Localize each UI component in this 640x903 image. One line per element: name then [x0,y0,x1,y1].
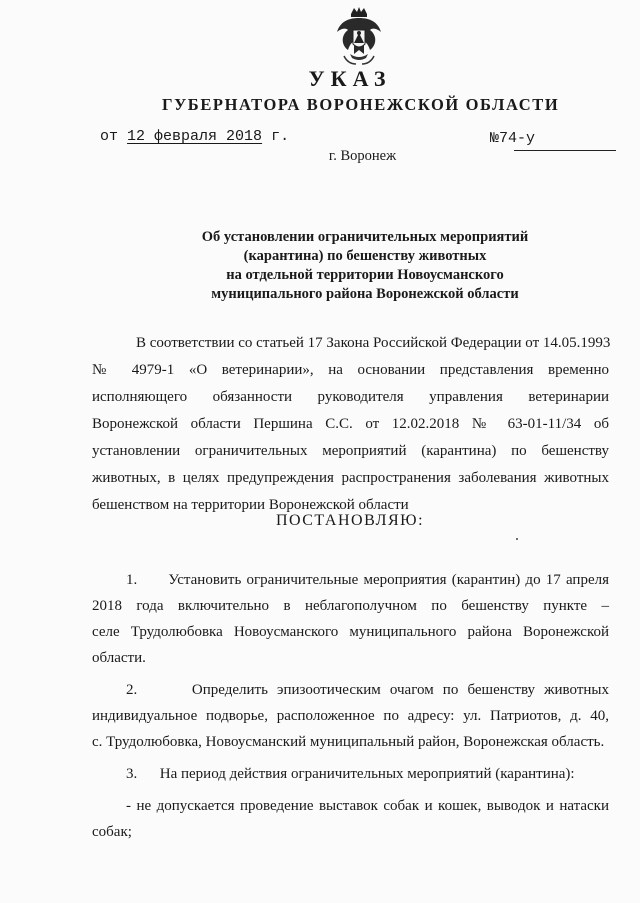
item-text: Установить ограничительные мероприятия (карантин) до 17 апреля [168,572,609,588]
voronezh-coat-of-arms-icon [334,6,384,68]
item-line: индивидуальное подворье, расположенное по адресу: ул. Патриотов, д. 40, [92,708,609,724]
item-number: 3. [126,766,138,782]
preamble-line: № 4979-1 «О ветеринарии», на основании представления временно [92,362,609,378]
preamble-line: В соответствии со статьей 17 Закона Российской Федерации от 14.05.1993 [136,335,611,351]
decree-items [92,567,609,851]
sub-item-line: - не допускается проведение выставок собак и кошек, выводок и натаски [126,798,609,814]
decree-item-2 [92,677,609,755]
date-suffix: г. [271,128,290,145]
item-number: 2. [126,682,138,698]
decree-date [100,128,289,145]
item-first-line [92,567,609,593]
date-value: 12 февраля 2018 [127,128,263,145]
issuer-title: ГУБЕРНАТОРА ВОРОНЕЖСКОЙ ОБЛАСТИ [162,95,560,114]
heading-line: (карантина) по бешенству животных [243,248,487,264]
heading-line: на отдельной территории Новоусманского [226,267,504,283]
decree-heading [140,228,590,304]
item-text: Определить эпизоотическим очагом по бешенству животных [191,682,609,698]
heading-line: Об установлении ограничительных мероприятий [201,229,529,245]
item-first-line [92,761,609,787]
number-sign: № [490,130,500,147]
item-number: 1. [126,572,138,588]
number-value: 74-у [499,130,536,147]
sub-item-line: собак; [92,824,132,840]
decree-number [490,130,615,147]
item-first-line [92,677,609,703]
preamble-line: бешенством на территории Воронежской области [92,497,409,513]
scan-speck [516,538,518,540]
preamble-line: установлении ограничительных мероприятий (карантина) по бешенству [92,443,609,459]
preamble-line: Воронежской области Першина С.С. от 12.02.2018 № 63-01-11/34 об [92,416,609,432]
heading-line: муниципального района Воронежской области [211,286,519,302]
preamble-paragraph [92,330,609,519]
decree-item-1 [92,567,609,671]
city-line: г. Воронеж [328,148,397,164]
resolve-heading: ПОСТАНОВЛЯЮ: [275,512,425,529]
item-line: области. [92,650,146,666]
document-title: УКАЗ [308,66,392,91]
item-text: На период действия ограничительных мероприятий (карантина): [159,766,575,782]
preamble-line: животных, в целях предупреждения распространения заболевания животных [92,470,609,486]
date-prefix: от [100,128,119,145]
decree-sub-item [92,793,609,845]
preamble-line: исполняющего обязанности руководителя управления ветеринарии [92,389,609,405]
item-line: 2018 года включительно в неблагополучном по бешенству пункте – [92,598,609,614]
item-line: с. Трудолюбовка, Новоусманский муниципальный район, Воронежская область. [92,734,605,750]
item-line: селе Трудолюбовка Новоусманского муниципального района Воронежской [92,624,609,640]
decree-item-3 [92,761,609,787]
